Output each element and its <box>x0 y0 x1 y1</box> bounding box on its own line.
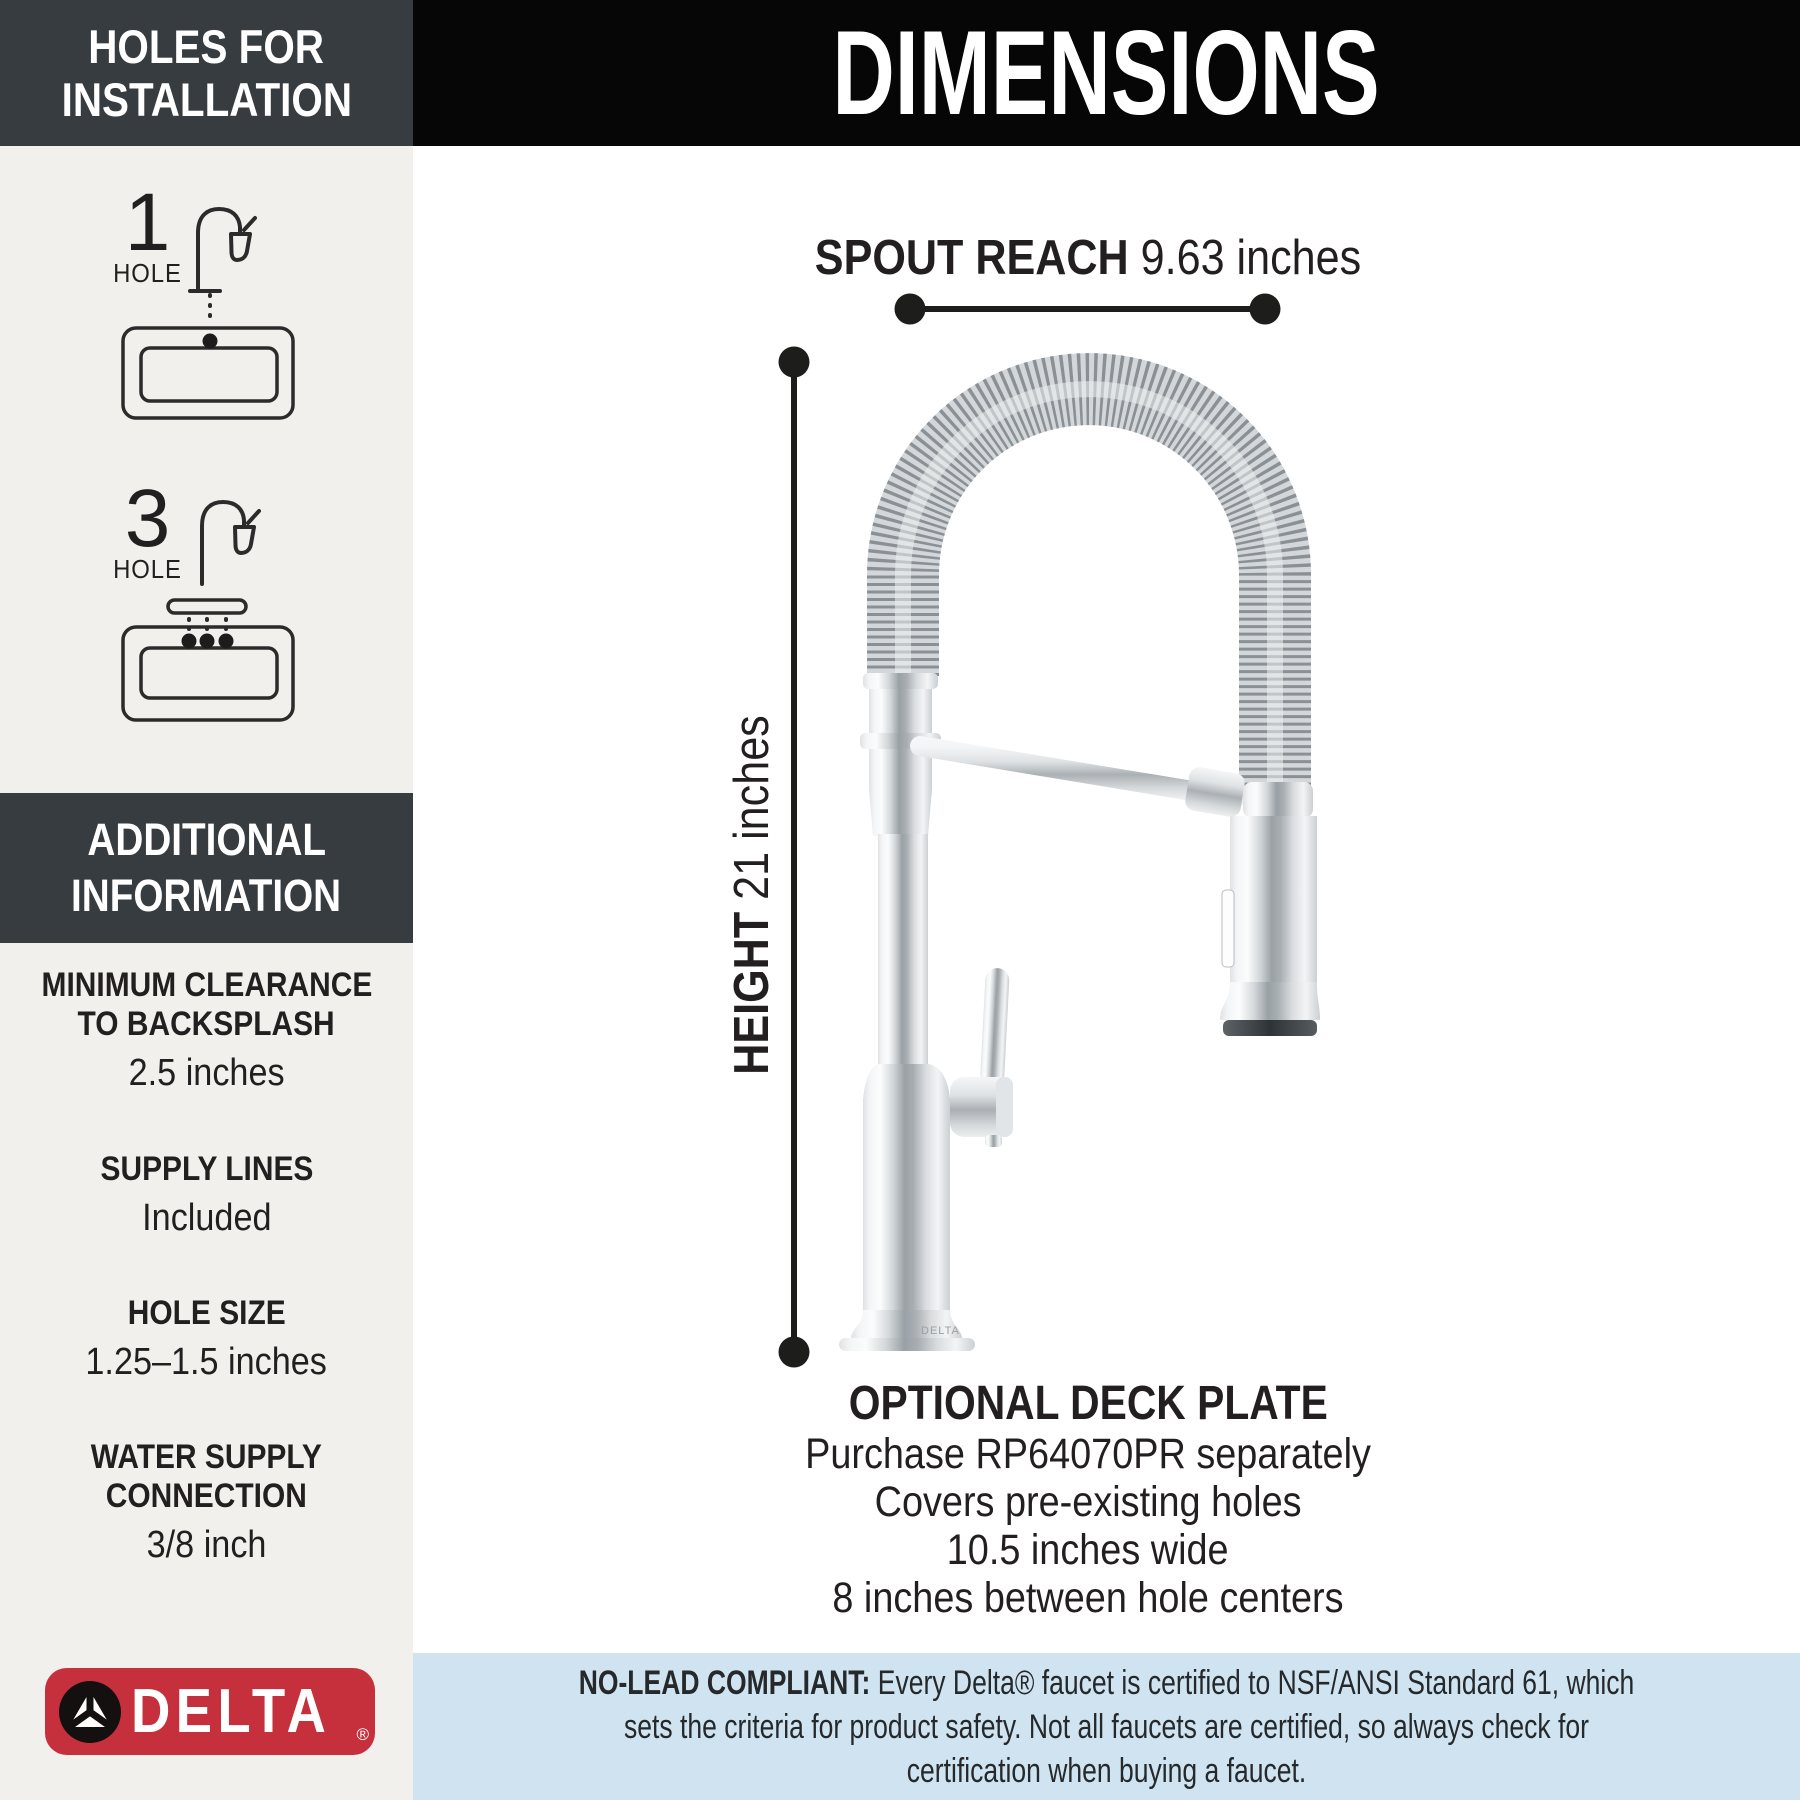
spec-water-supply <box>0 1438 413 1568</box>
holes-for-installation-header <box>0 0 413 146</box>
spout-reach-label <box>778 230 1399 286</box>
spec-min-clearance <box>0 966 413 1096</box>
deck-plate-title: OPTIONAL DECK PLATE <box>848 1377 1328 1430</box>
three-hole-sink-diagram <box>0 490 413 730</box>
faucet-hole-dot-1 <box>182 634 197 649</box>
height-title: HEIGHT <box>725 911 779 1075</box>
one-hole-sink-diagram <box>0 195 413 428</box>
height-value: 21 inches <box>725 715 779 900</box>
faucet-illustration <box>839 389 1320 1351</box>
sprayer-head <box>1220 782 1320 1036</box>
dimensions-header <box>413 0 1800 146</box>
faucet-brand-mark: DELTA <box>921 1325 960 1337</box>
mini-faucet-handle <box>248 511 259 523</box>
spec-value: 3/8 inch <box>146 1524 267 1566</box>
spec-label: MINIMUM CLEARANCE <box>41 966 372 1004</box>
coil-spout <box>903 389 1275 786</box>
registered-mark: ® <box>356 1725 369 1744</box>
holes-header-line1: HOLES FOR <box>88 20 325 73</box>
dimensions-content <box>413 146 1800 1653</box>
faucet-hole-dot-2 <box>200 634 215 649</box>
spec-value: 1.25–1.5 inches <box>85 1341 328 1383</box>
no-lead-compliance-text <box>566 1661 1648 1793</box>
support-arm-fitting <box>1184 766 1246 818</box>
no-lead-compliance-bar <box>413 1653 1800 1800</box>
sink-basin <box>141 648 277 698</box>
deck-plate-line: 10.5 inches wide <box>947 1526 1229 1574</box>
deck-plate-line: Purchase RP64070PR separately <box>805 1430 1371 1478</box>
spec-hole-size <box>0 1294 413 1385</box>
three-hole-number: 3 <box>124 473 171 564</box>
holes-header-line2: INSTALLATION <box>61 73 352 126</box>
mini-faucet-neck <box>198 209 240 291</box>
spout-reach-value: 9.63 inches <box>1140 231 1362 285</box>
delta-trident-icon <box>57 1679 123 1745</box>
mini-faucet-sprayhead <box>235 527 254 553</box>
spray-toggle-button <box>1222 890 1234 967</box>
height-label <box>724 691 780 1100</box>
faucet-body <box>863 1098 950 1310</box>
spec-supply-lines <box>0 1150 413 1241</box>
additional-header-line2: INFORMATION <box>71 870 342 921</box>
mini-faucet-neck <box>202 502 244 584</box>
delta-logo <box>45 1668 375 1755</box>
mini-faucet-handle <box>244 218 255 230</box>
body-taper <box>863 1064 950 1100</box>
faucet-hole-dot <box>203 334 218 349</box>
height-dimension-line <box>779 347 810 1368</box>
mini-faucet-sprayhead <box>231 234 250 260</box>
spec-label: SUPPLY LINES <box>100 1150 313 1188</box>
page-title: DIMENSIONS <box>832 6 1381 140</box>
spout-reach-title: SPOUT REACH <box>814 231 1129 285</box>
spec-label: WATER SUPPLY <box>90 1438 323 1476</box>
three-hole-word: HOLE <box>113 554 182 584</box>
spout-reach-dimension-line <box>895 294 1281 325</box>
spec-label: TO BACKSPLASH <box>77 1005 336 1043</box>
spec-label: CONNECTION <box>105 1477 308 1515</box>
spec-value: Included <box>141 1197 272 1239</box>
faucet-handle <box>950 968 1013 1147</box>
one-hole-word: HOLE <box>113 258 182 288</box>
delta-wordmark: DELTA <box>131 1677 332 1746</box>
deck-plate-outline <box>168 600 246 613</box>
sidebar <box>0 0 413 1800</box>
faucet-column <box>878 834 928 1066</box>
spec-value: 2.5 inches <box>128 1052 285 1094</box>
one-hole-number: 1 <box>124 177 171 268</box>
no-lead-body-text: Every Delta® faucet is certified to NSF/ANSI Standard 61, which sets the criteria for product safety. Not all faucets are certified, so always check for certification when buying a faucet. <box>624 1663 1635 1790</box>
additional-header-line1: ADDITIONAL <box>87 814 326 865</box>
sink-basin <box>141 348 277 401</box>
base-plate <box>839 1338 975 1351</box>
spec-label: HOLE SIZE <box>127 1294 286 1332</box>
deck-plate-line: Covers pre-existing holes <box>874 1478 1302 1526</box>
no-lead-bold-label: NO-LEAD COMPLIANT: <box>578 1663 871 1702</box>
additional-information-header <box>0 793 413 943</box>
deck-plate-line: 8 inches between hole centers <box>832 1574 1344 1622</box>
optional-deck-plate-block <box>767 1378 1410 1622</box>
faucet-hole-dot-3 <box>219 634 234 649</box>
